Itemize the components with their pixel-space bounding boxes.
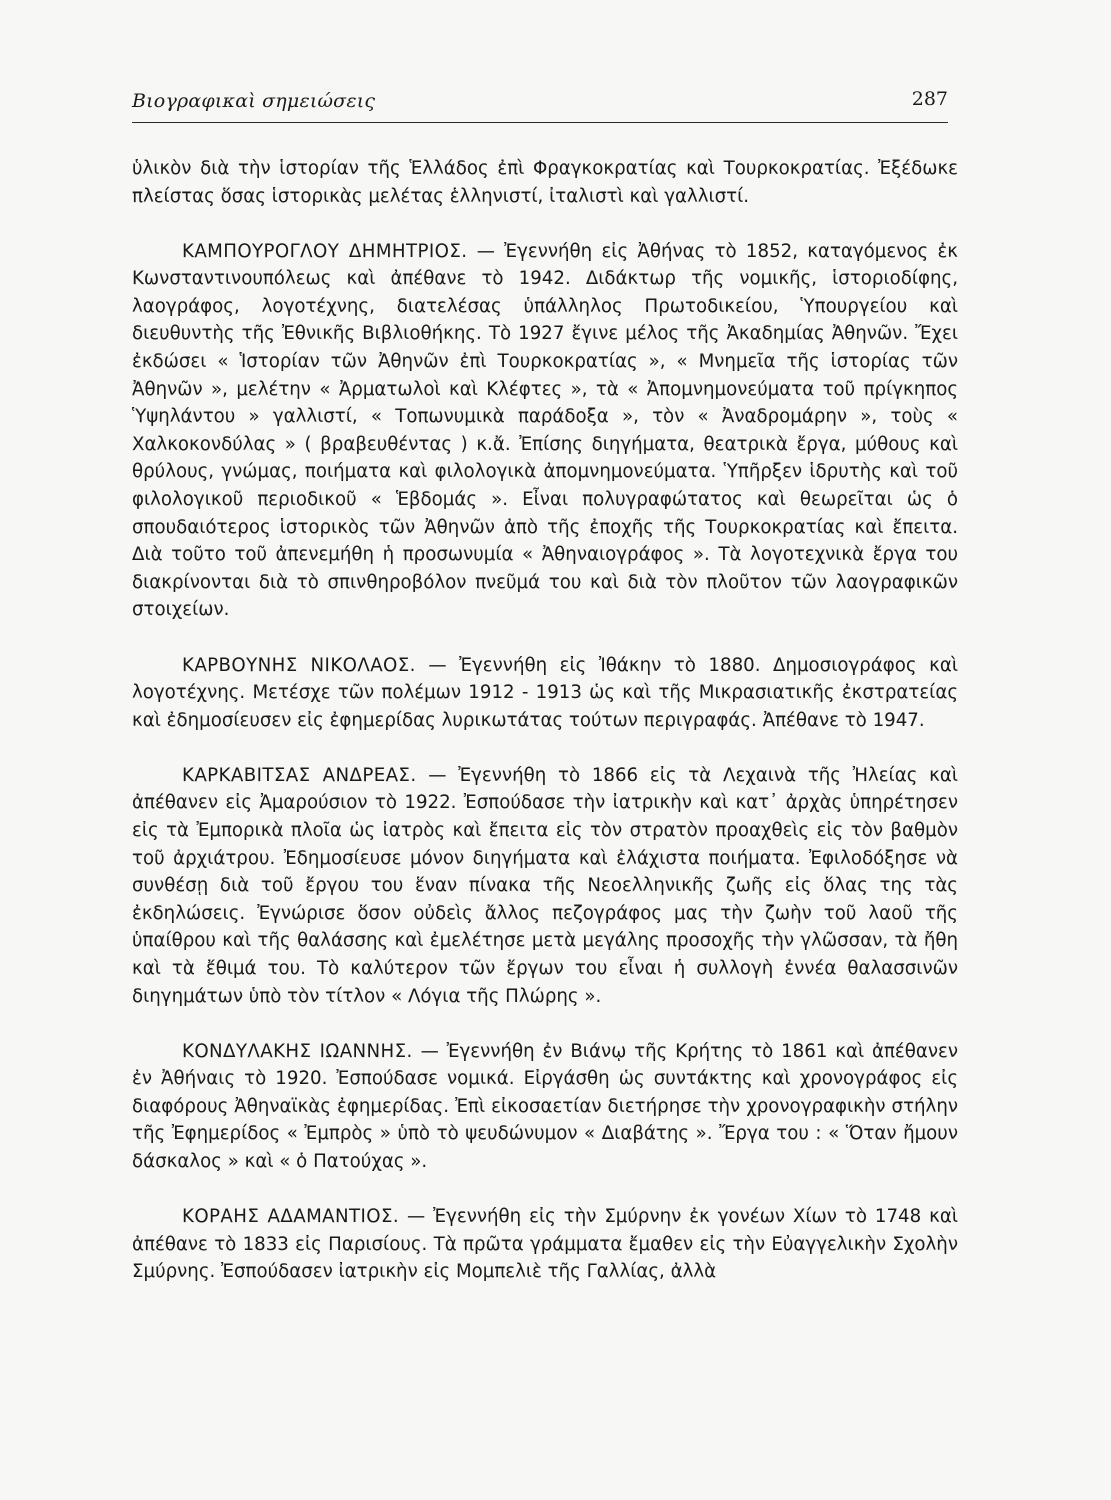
entry-name: ΚΟΝΔΥΛΑΚΗΣ ΙΩΑΝΝΗΣ. — [182, 1040, 413, 1062]
entry-karkavitsas — [132, 762, 958, 1010]
entry-kondylakis — [132, 1038, 958, 1176]
continuation-paragraph: ὑλικὸν διὰ τὴν ἱστορίαν τῆς Ἑλλάδος ἐπὶ Φραγκοκρατίας καὶ Τουρκοκρατίας. Ἐξέδωκε πλείστας ὅσας ἱστορικὰς μελέτας ἑλληνιστί, ἰταλιστὶ καὶ γαλλιστί. — [132, 158, 958, 207]
entry-text: — Ἐγεννήθη εἰς Ἀθήνας τὸ 1852, καταγόμενος ἐκ Κωνσταντινουπόλεως καὶ ἀπέθανε τὸ 1942. Διδάκτωρ τῆς νομικῆς, ἱστοριοδίφης, λαογράφος, λογοτέχνης, διατελέσας ὑπάλληλος Πρωτοδικείου, Ὑπουργείου καὶ διευθυντὴς τῆς Ἐθνικῆς Βιβλιοθήκης. Τὸ 1927 ἔγινε μέλος τῆς Ἀκαδημίας Ἀθηνῶν. Ἔχει ἐκδώσει « Ἱστορίαν τῶν Ἀθηνῶν ἐπὶ Τουρκοκρατίας », « Μνημεῖα τῆς ἱστορίας τῶν Ἀθηνῶν », μελέτην « Ἀρματωλοὶ καὶ Κλέφτες », τὰ « Ἀπομνημονεύματα τοῦ πρίγκηπος Ὑψηλάντου » γαλλιστί, « Τοπωνυμικὰ παράδοξα », τὸν « Ἀναδρομάρην », τοὺς « Χαλκοκονδύλας » ( βραβευθέντας ) κ.ἄ. Ἐπίσης διηγήματα, θεατρικὰ ἔργα, μύθους καὶ θρύλους, γνώμας, ποιήματα καὶ φιλολογικὰ ἀπομνημονεύματα. Ὑπῆρξεν ἱδρυτὴς καὶ τοῦ φιλολογικοῦ περιοδικοῦ « Ἑβδομάς ». Εἶναι πολυγραφώτατος καὶ θεωρεῖται ὡς ὁ σπουδαιότερος ἱστορικὸς τῶν Ἀθηνῶν ἀπὸ τῆς ἐποχῆς τῆς Τουρκοκρατίας καὶ ἔπειτα. Διὰ τοῦτο τοῦ ἀπενεμήθη ἡ προσωνυμία « Ἀθηναιογράφος ». Τὰ λογοτεχνικὰ ἔργα του διακρίνονται διὰ τὸ σπινθηροβόλον πνεῦμά του καὶ διὰ τὸν πλοῦτον τῶν λαογραφικῶν στοιχείων. — [132, 240, 958, 621]
body-text — [132, 155, 958, 1286]
entry-name: ΚΑΡΒΟΥΝΗΣ ΝΙΚΟΛΑΟΣ. — [182, 654, 416, 676]
entry-text: — Ἐγεννήθη εἰς Ἰθάκην τὸ 1880. Δημοσιογράφος καὶ λογοτέχνης. Μετέσχε τῶν πολέμων 1912 - 1913 ὡς καὶ τῆς Μικρασιατικῆς ἐκστρατείας καὶ ἐδημοσίευσεν εἰς ἐφημερίδας λυρικωτάτας τούτων περιγραφάς. Ἀπέθανε τὸ 1947. — [132, 654, 958, 731]
entry-kambouroglou — [132, 238, 958, 624]
entry-name: ΚΑΡΚΑΒΙΤΣΑΣ ΑΝΔΡΕΑΣ. — [182, 764, 417, 786]
page-header — [132, 84, 948, 124]
entry-name: ΚΑΜΠΟΥΡΟΓΛΟΥ ΔΗΜΗΤΡΙΟΣ. — [182, 240, 468, 262]
entry-text: — Ἐγεννήθη τὸ 1866 εἰς τὰ Λεχαινὰ τῆς Ἠλείας καὶ ἀπέθανεν εἰς Ἀμαρούσιον τὸ 1922. Ἐσπούδασε τὴν ἰατρικὴν καὶ κατ᾽ ἀρχὰς ὑπηρέτησεν εἰς τὰ Ἐμπορικὰ πλοῖα ὡς ἰατρὸς καὶ ἔπειτα εἰς τὸν στρατὸν προαχθεὶς εἰς τὸν βαθμὸν τοῦ ἀρχιάτρου. Ἐδημοσίευσε μόνον διηγήματα καὶ ἐλάχιστα ποιήματα. Ἐφιλοδόξησε νὰ συνθέσῃ διὰ τοῦ ἔργου του ἕναν πίνακα τῆς Νεοελληνικῆς ζωῆς εἰς ὅλας της τὰς ἐκδηλώσεις. Ἐγνώρισε ὅσον οὐδεὶς ἄλλος πεζογράφος μας τὴν ζωὴν τοῦ λαοῦ τῆς ὑπαίθρου καὶ τῆς θαλάσσης καὶ ἐμελέτησε μετὰ μεγάλης προσοχῆς τὴν γλῶσσαν, τὰ ἤθη καὶ τὰ ἔθιμά του. Τὸ καλύτερον τῶν ἔργων του εἶναι ἡ συλλογὴ ἐννέα θαλασσινῶν διηγημάτων ὑπὸ τὸν τίτλον « Λόγια τῆς Πλώρης ». — [132, 764, 958, 1007]
running-title: Βιογραφικαὶ σημειώσεις — [132, 90, 376, 112]
header-rule — [132, 122, 948, 123]
page-number: 287 — [911, 88, 948, 110]
entry-text: — Ἐγεννήθη εἰς τὴν Σμύρνην ἐκ γονέων Χίων τὸ 1748 καὶ ἀπέθανε τὸ 1833 εἰς Παρισίους. Τὰ πρῶτα γράμματα ἔμαθεν εἰς τὴν Εὐαγγελικὴν Σχολὴν Σμύρνης. Ἐσπούδασεν ἰατρικὴν εἰς Μομπελιὲ τῆς Γαλλίας, ἀλλὰ — [132, 1206, 958, 1283]
entry-name: ΚΟΡΑΗΣ ΑΔΑΜΑΝΤΙΟΣ. — [182, 1206, 400, 1228]
entry-karvounis — [132, 652, 958, 735]
entry-korais — [132, 1203, 958, 1286]
entry-text: — Ἐγεννήθη ἐν Βιάνῳ τῆς Κρήτης τὸ 1861 καὶ ἀπέθανεν ἐν Ἀθήναις τὸ 1920. Ἐσπούδασε νομικά. Εἰργάσθη ὡς συντάκτης καὶ χρονογράφος εἰς διαφόρους Ἀθηναϊκὰς ἐφημερίδας. Ἐπὶ εἰκοσαετίαν διετήρησε τὴν χρονογραφικὴν στήλην τῆς Ἐφημερίδος « Ἐμπρὸς » ὑπὸ τὸ ψευδώνυμον « Διαβάτης ». Ἔργα του : « Ὅταν ἤμουν δάσκαλος » καὶ « ὁ Πατούχας ». — [132, 1040, 958, 1172]
